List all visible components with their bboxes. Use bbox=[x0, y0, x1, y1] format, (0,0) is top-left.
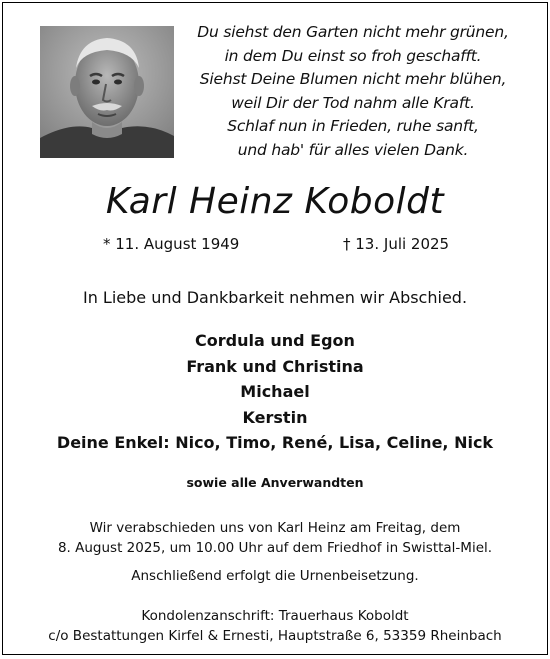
service-line: 8. August 2025, um 10.00 Uhr auf dem Friedhof in Swisttal-Miel. bbox=[57, 539, 493, 556]
service-info bbox=[3, 519, 547, 558]
poem-line: weil Dir der Tod nahm alle Kraft. bbox=[231, 93, 475, 112]
family-member: Frank und Christina bbox=[186, 356, 364, 376]
obituary-card bbox=[2, 2, 548, 655]
contact-line: Kondolenzanschrift: Trauerhaus Koboldt bbox=[141, 608, 409, 624]
family-member: Kerstin bbox=[242, 407, 308, 427]
poem-line: Schlaf nun in Frieden, ruhe sanft, bbox=[227, 117, 479, 135]
family-member: Michael bbox=[240, 382, 310, 401]
contact-line: c/o Bestattungen Kirfel & Ernesti, Hauptstraße 6, 53359 Rheinbach bbox=[48, 628, 502, 644]
farewell-text: In Liebe und Dankbarkeit nehmen wir Abschied. bbox=[82, 288, 468, 307]
relatives-text: sowie alle Anverwandten bbox=[186, 475, 364, 490]
death-date: † 13. Juli 2025 bbox=[343, 235, 450, 253]
service-line: Wir verabschieden uns von Karl Heinz am Freitag, dem bbox=[89, 520, 461, 536]
birth-date: * 11. August 1949 bbox=[103, 235, 240, 253]
family-member: Cordula und Egon bbox=[195, 331, 355, 350]
poem bbox=[183, 21, 523, 162]
family-member: Deine Enkel: Nico, Timo, René, Lisa, Celine, Nick bbox=[56, 433, 494, 452]
poem-line: und hab' für alles vielen Dank. bbox=[237, 140, 469, 159]
poem-line: Du siehst den Garten nicht mehr grünen, bbox=[197, 23, 509, 41]
portrait-photo bbox=[40, 26, 174, 158]
family-list bbox=[3, 328, 547, 456]
condolence-address bbox=[3, 606, 547, 646]
urn-burial-text: Anschließend erfolgt die Urnenbeisetzung. bbox=[131, 568, 419, 584]
deceased-name: Karl Heinz Koboldt bbox=[105, 181, 445, 222]
poem-line: in dem Du einst so froh geschafft. bbox=[224, 46, 482, 65]
portrait-image bbox=[40, 26, 174, 158]
poem-line: Siehst Deine Blumen nicht mehr blühen, bbox=[199, 70, 507, 88]
